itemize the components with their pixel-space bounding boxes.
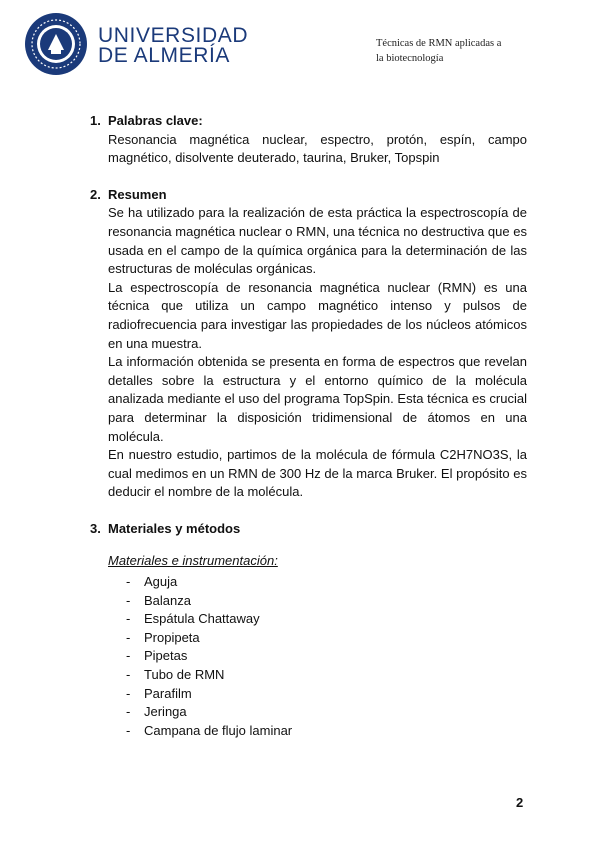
- list-item-label: Jeringa: [144, 704, 187, 720]
- list-item: - Aguja: [126, 573, 527, 592]
- list-item-label: Tubo de RMN: [144, 667, 225, 683]
- list-item-label: Pipetas: [144, 648, 188, 664]
- university-name: [98, 26, 248, 66]
- section-heading: [90, 186, 527, 205]
- section-heading: [90, 520, 527, 539]
- university-name-line1: UNIVERSIDAD: [98, 24, 249, 47]
- section-number: 2.: [90, 186, 101, 202]
- list-item-label: Parafilm: [144, 685, 192, 701]
- subsection-title: Materiales e instrumentación:: [108, 553, 278, 569]
- section-heading: [90, 112, 527, 131]
- list-item-label: Balanza: [144, 592, 191, 608]
- list-item-label: Propipeta: [144, 629, 200, 645]
- university-seal-icon: [24, 12, 88, 76]
- section-title: Palabras clave:: [108, 113, 203, 128]
- list-item: - Jeringa: [126, 703, 527, 722]
- document-title-line1: Técnicas de RMN aplicadas a: [376, 38, 502, 49]
- document-title: [376, 36, 576, 66]
- list-item: - Propipeta: [126, 629, 527, 648]
- list-item: - Tubo de RMN: [126, 666, 527, 685]
- section-text: [108, 204, 527, 502]
- paragraph: Resonancia magnética nuclear, espectro, protón, espín, campo magnético, disolvente deuterado, taurina, Bruker, Topspin: [108, 131, 527, 166]
- section-materials-methods: [90, 520, 527, 741]
- list-item: - Balanza: [126, 592, 527, 611]
- document-title-line2: la biotecnología: [376, 53, 444, 64]
- page-header: [24, 10, 584, 76]
- paragraph: La espectroscopía de resonancia magnética nuclear (RMN) es una técnica que utiliza un campo magnético intenso y pulsos de radiofrecuencia para investigar las propiedades de los núcleos atómicos en una muestra.: [108, 279, 527, 351]
- list-item-label: Campana de flujo laminar: [144, 722, 293, 738]
- list-item: - Parafilm: [126, 685, 527, 704]
- page-number: 2: [516, 795, 524, 810]
- document-body: [90, 112, 527, 758]
- university-name-line2: DE ALMERÍA: [98, 44, 231, 67]
- list-item-label: Espátula Chattaway: [144, 611, 260, 627]
- section-text: [108, 131, 527, 168]
- section-title: Materiales y métodos: [108, 520, 241, 536]
- section-title: Resumen: [108, 186, 167, 202]
- section-number: 3.: [90, 520, 101, 536]
- list-item: - Pipetas: [126, 647, 527, 666]
- paragraph: La información obtenida se presenta en forma de espectros que revelan detalles sobre la estructura y el entorno químico de la molécula analizada mediante el uso del programa TopSpin. Esta técnica es crucial para determinar la disposición tridimensional de átomos en una molécula.: [108, 354, 527, 444]
- list-item: - Espátula Chattaway: [126, 610, 527, 629]
- list-item: - Campana de flujo laminar: [126, 722, 527, 741]
- paragraph: Se ha utilizado para la realización de esta práctica la espectroscopía de resonancia magnética nuclear o RMN, una técnica no destructiva que es usada en el campo de la química orgánica para la determinación de las estructuras de moléculas orgánicas.: [108, 205, 527, 277]
- section-keywords: [90, 112, 527, 168]
- section-summary: [90, 186, 527, 502]
- paragraph: En nuestro estudio, partimos de la molécula de fórmula C2H7NO3S, la cual medimos en un RMN de 300 Hz de la marca Bruker. El propósito es deducir el nombre de la molécula.: [108, 447, 527, 500]
- list-item-label: Aguja: [144, 574, 178, 590]
- section-number: 1.: [90, 113, 101, 128]
- materials-list: [126, 573, 527, 740]
